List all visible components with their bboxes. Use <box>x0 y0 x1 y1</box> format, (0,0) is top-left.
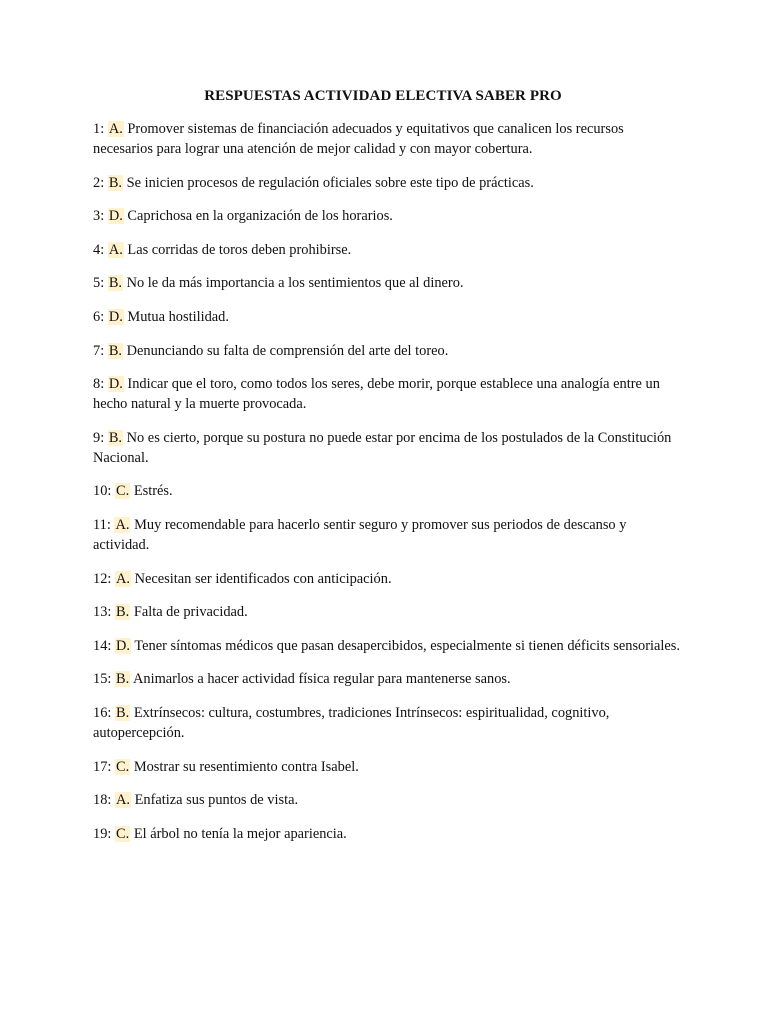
answer-item <box>93 240 683 260</box>
answer-item <box>93 602 683 622</box>
answer-text: Necesitan ser identificados con anticipación. <box>134 570 392 587</box>
answer-number: 9: <box>93 429 105 446</box>
answer-letter-highlight: C. <box>116 483 130 500</box>
answer-letter-highlight: B. <box>116 704 130 721</box>
answer-number: 10: <box>93 483 112 500</box>
answer-text: Estrés. <box>133 483 173 500</box>
answer-letter-highlight: D. <box>108 208 123 225</box>
answer-item <box>93 569 683 589</box>
answer-number: 13: <box>93 604 112 621</box>
answer-letter-highlight: A. <box>116 792 130 809</box>
answer-text: Mutua hostilidad. <box>127 308 229 325</box>
answer-number: 3: <box>93 208 105 225</box>
answer-letter-highlight: D. <box>116 637 130 654</box>
answer-item <box>93 790 683 810</box>
answer-item <box>93 703 683 743</box>
answer-text: Se inicien procesos de regulación oficiales sobre este tipo de prácticas. <box>126 174 534 191</box>
answer-letter-highlight: B. <box>108 275 123 292</box>
answer-item <box>93 206 683 226</box>
answer-item <box>93 824 683 844</box>
answer-item <box>93 307 683 327</box>
answer-text: Animarlos a hacer actividad física regular para mantenerse sanos. <box>133 671 511 688</box>
answer-number: 17: <box>93 758 112 775</box>
answer-item <box>93 757 683 777</box>
answer-text: Muy recomendable para hacerlo sentir seguro y promover sus periodos de descanso y actividad. <box>93 516 627 553</box>
answer-number: 6: <box>93 308 105 325</box>
answer-number: 14: <box>93 637 112 654</box>
answer-text: Falta de privacidad. <box>133 604 248 621</box>
answer-text: Enfatiza sus puntos de vista. <box>134 792 299 809</box>
answer-text: Denunciando su falta de comprensión del arte del toreo. <box>126 342 449 359</box>
answer-item <box>93 173 683 193</box>
answer-letter-highlight: C. <box>116 825 130 842</box>
answer-item <box>93 273 683 293</box>
answer-text: No le da más importancia a los sentimientos que al dinero. <box>126 275 464 292</box>
answer-letter-highlight: A. <box>108 121 123 137</box>
answer-item <box>93 636 683 656</box>
answer-letter-highlight: C. <box>116 758 130 775</box>
answer-number: 8: <box>93 376 105 393</box>
answer-number: 4: <box>93 241 105 258</box>
answer-text: Promover sistemas de financiación adecuados y equitativos que canalicen los recursos necesarios para lograr una atención de mejor calidad y con mayor cobertura. <box>93 121 624 157</box>
answer-text: No es cierto, porque su postura no puede estar por encima de los postulados de la Constitución Nacional. <box>93 429 672 466</box>
answer-number: 18: <box>93 792 112 809</box>
answer-number: 16: <box>93 704 112 721</box>
answer-number: 12: <box>93 570 112 587</box>
document-title: RESPUESTAS ACTIVIDAD ELECTIVA SABER PRO <box>204 88 562 104</box>
answer-letter-highlight: B. <box>108 174 123 191</box>
answer-letter-highlight: A. <box>108 241 123 258</box>
answer-number: 2: <box>93 174 105 191</box>
answer-list <box>93 119 683 857</box>
answer-item <box>93 374 683 414</box>
answer-number: 19: <box>93 825 112 842</box>
answer-letter-highlight: D. <box>108 376 123 393</box>
answer-number: 5: <box>93 275 105 292</box>
answer-number: 1: <box>93 121 105 137</box>
answer-number: 11: <box>93 516 111 533</box>
answer-letter-highlight: B. <box>108 342 123 359</box>
answer-text: Indicar que el toro, como todos los seres, debe morir, porque establece una analogía entre un hecho natural y la muerte provocada. <box>93 376 660 413</box>
answer-item <box>93 119 683 159</box>
answer-letter-highlight: B. <box>116 671 130 688</box>
answer-item <box>93 481 683 501</box>
answer-number: 7: <box>93 342 105 359</box>
answer-text: Extrínsecos: cultura, costumbres, tradiciones Intrínsecos: espiritualidad, cognitivo, autopercepción. <box>93 704 610 741</box>
answer-text: Tener síntomas médicos que pasan desapercibidos, especialmente si tienen déficits sensoriales. <box>134 637 681 654</box>
answer-letter-highlight: A. <box>116 570 130 587</box>
answer-text: Mostrar su resentimiento contra Isabel. <box>133 758 359 775</box>
answer-text: El árbol no tenía la mejor apariencia. <box>133 825 347 842</box>
answer-item <box>93 428 683 468</box>
answer-letter-highlight: B. <box>116 604 130 621</box>
answer-item <box>93 669 683 689</box>
answer-item <box>93 341 683 361</box>
answer-letter-highlight: B. <box>108 429 123 446</box>
answer-text: Caprichosa en la organización de los horarios. <box>127 208 393 225</box>
answer-item <box>93 515 683 555</box>
answer-text: Las corridas de toros deben prohibirse. <box>127 241 352 258</box>
answer-number: 15: <box>93 671 112 688</box>
answer-letter-highlight: A. <box>115 516 130 533</box>
answer-letter-highlight: D. <box>108 308 123 325</box>
